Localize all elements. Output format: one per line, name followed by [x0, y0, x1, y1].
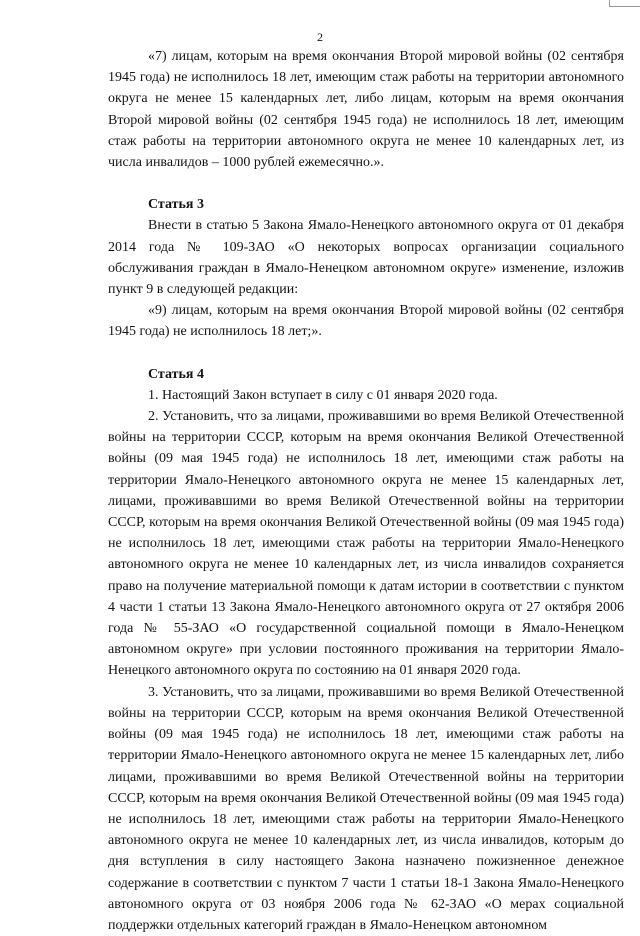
article3-heading: Статья 3 — [148, 197, 204, 213]
article2-item7-text: «7) лицам, которым на время окончания Второй мировой войны (02 сентября 1945 года) не исполнилось 18 лет, имеющим стаж работы на территории автономного округа не менее 15 календарных лет, либо лицам, которым на время окончания Второй мировой войны (02 сентября 1945 года) не исполнилось 18 лет, имеющим стаж работы на территории автономного округа не менее 10 календарных лет, из числа инвалидов – 1000 рублей ежемесячно.». — [108, 49, 624, 171]
article4-paragraph-2: 2. Установить, что за лицами, проживавшими во время Великой Отечественной войны на территории СССР, которым на время окончания Великой Отечественной войны (09 мая 1945 года) не исполнилось 18 лет, имеющими стаж работы на территории Ямало-Ненецкого автономного округа не менее 15 календарных лет, лицами, проживавшими во время Великой Отечественной войны на территории СССР, которым на время окончания Великой Отечественной войны (09 мая 1945 года) не исполнилось 18 лет, имеющими стаж работы на территории Ямало-Ненецкого автономного округа не менее 10 календарных лет, из числа инвалидов сохраняется право на получение материальной помощи к датам истории в соответствии с пунктом 4 части 1 статьи 13 Закона Ямало-Ненецкого автономного округа от 27 октября 2006 года № 55-ЗАО «О государственной социальной помощи в Ямало-Ненецком автономном округе» при условии постоянного проживания на территории Ямало-Ненецкого автономного округа по состоянию на 01 января 2020 года. — [108, 409, 624, 679]
article4-paragraph-3: 3. Установить, что за лицами, проживавшими во время Великой Отечественной войны на территории СССР, которым на время окончания Великой Отечественной войны (09 мая 1945 года) не исполнилось 18 лет, имеющими стаж работы на территории Ямало-Ненецкого автономного округа не менее 15 календарных лет, либо лицами, проживавшими во время Великой Отечественной войны на территории СССР, которым на время окончания Великой Отечественной войны (09 мая 1945 года) не исполнилось 18 лет, имеющими стаж работы на территории Ямало-Ненецкого автономного округа не менее 10 календарных лет, из числа инвалидов, которым до дня вступления в силу настоящего Закона назначено пожизненное денежное содержание в соответствии с пунктом 7 части 1 статьи 18-1 Закона Ямало-Ненецкого автономного округа от 03 ноября 2006 года № 62-ЗАО «О мерах социальной поддержки отдельных категорий граждан в Ямало-Ненецком автономном — [108, 684, 624, 933]
article3-paragraph-2: «9) лицам, которым на время окончания Второй мировой войны (02 сентября 1945 года) не исполнилось 18 лет;». — [108, 303, 624, 340]
spacer — [108, 173, 624, 194]
spacer — [108, 343, 624, 364]
article4-heading: Статья 4 — [148, 366, 204, 382]
article3-paragraph-1: Внести в статью 5 Закона Ямало-Ненецкого автономного округа от 01 декабря 2014 года № 109-ЗАО «О некоторых вопросах организации социального обслуживания граждан в Ямало-Ненецком автономном округе» изменение, изложив пункт 9 в следующей редакции: — [108, 218, 624, 298]
scan-corner-mark — [609, 0, 640, 7]
article4-paragraph-1: 1. Настоящий Закон вступает в силу с 01 января 2020 года. — [148, 387, 498, 403]
document-body — [108, 46, 624, 936]
page-number: 2 — [317, 30, 323, 44]
